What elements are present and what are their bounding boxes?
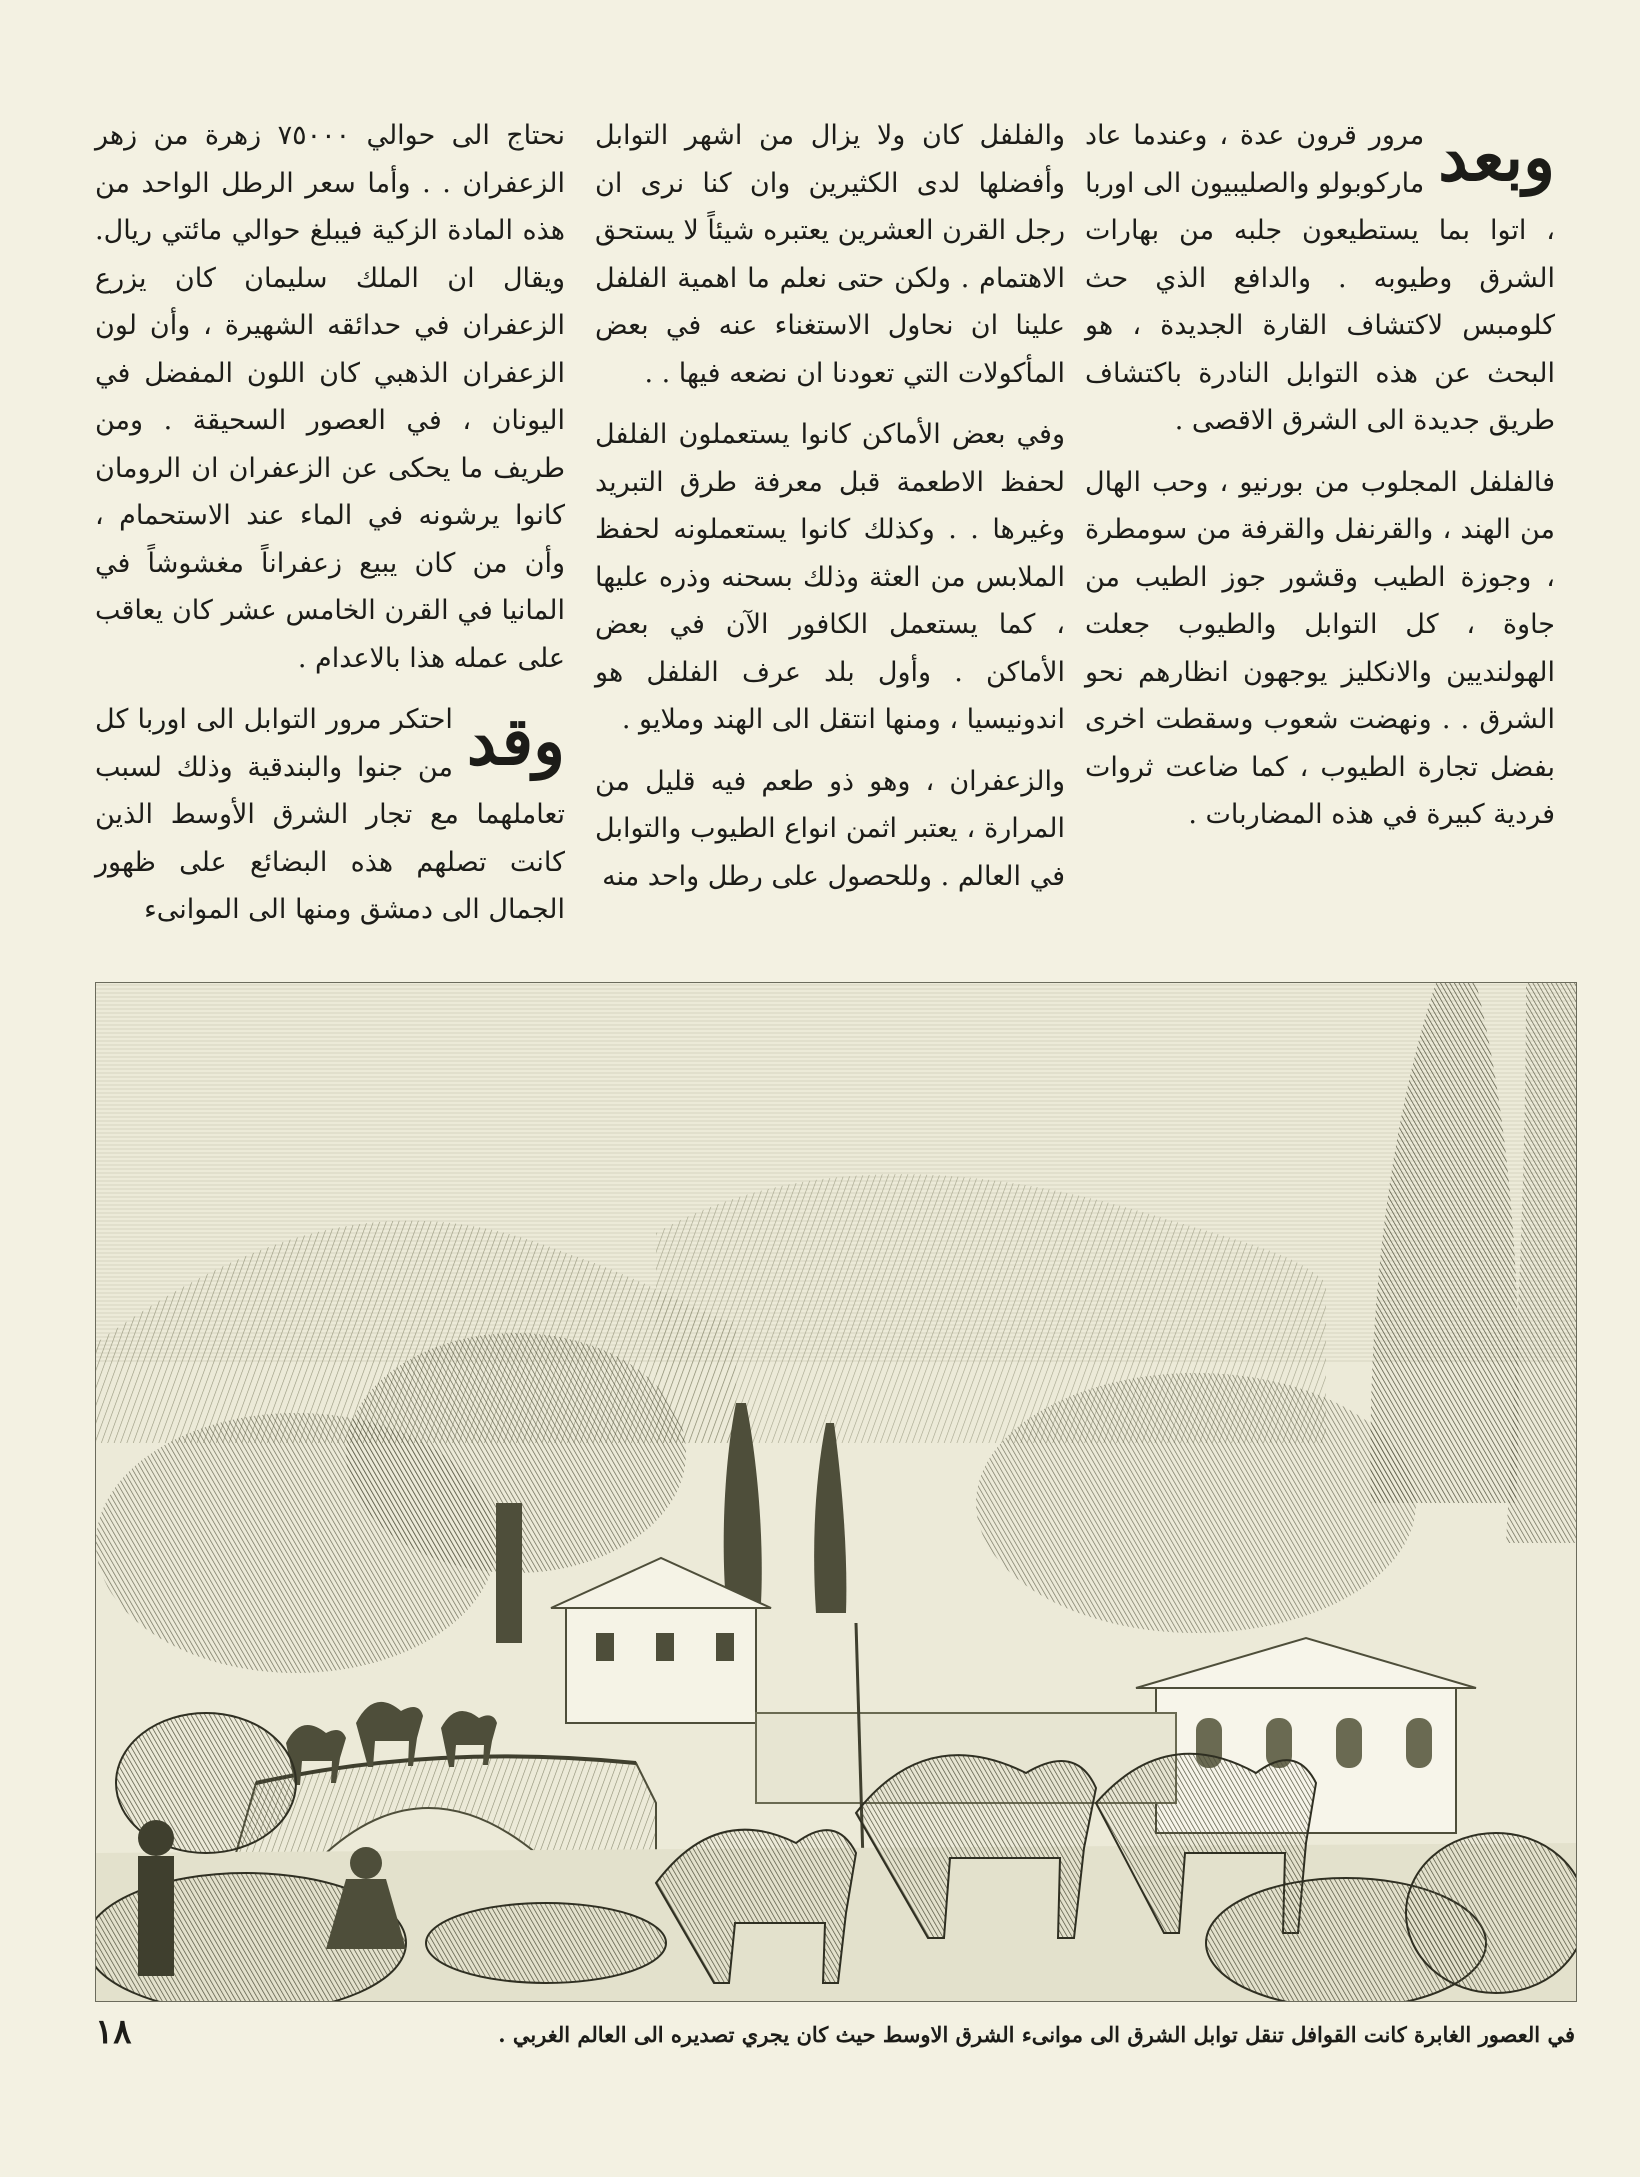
paragraph-text: احتكر مرور التوابل الى اوربا كل من جنوا والبندقية وذلك لسبب تعاملهما مع تجار الشرق الأوسط الذين كانت تصلهم هذه البضائع على ظهور الجمال الى دمشق ومنها الى الموانىء: [95, 704, 565, 925]
text-column-left: [95, 112, 565, 948]
text-column-right: [1085, 112, 1555, 853]
paragraph: وفي بعض الأماكن كانوا يستعملون الفلفل لحفظ الاطعمة قبل معرفة طرق التبريد وغيرها . . وكذلك كانوا يستعملونه لحفظ الملابس من العثة وذلك بسحنه وذره عليها ، كما يستعمل الكافور الآن في بعض الأماكن . وأول بلد عرف الفلفل هو اندونيسيا ، ومنها انتقل الى الهند وملايو .: [595, 419, 1065, 735]
paragraph: [95, 696, 565, 934]
standing-figure: [138, 1820, 174, 1976]
tree-right: [976, 1373, 1416, 1633]
page-number: ١٨: [95, 2012, 132, 2052]
paragraph: [1085, 112, 1555, 445]
dropcap-waqad: وقد: [466, 702, 565, 780]
caravan-engraving-illustration: [95, 982, 1577, 2002]
illustration-caption: في العصور الغابرة كانت القوافل تنقل توابل الشرق الى موانىء الشرق الاوسط حيث كان يجري تصديره الى العالم الغربي .: [498, 2022, 1575, 2047]
paragraph: فالفلفل المجلوب من بورنيو ، وحب الهال من الهند ، والقرنفل والقرفة من سومطرة ، وجوزة الطيب وقشور جوز الطيب من جاوة ، كل التوابل والطيوب جعلت الهولنديين والانكليز يوجهون انظارهم نحو الشرق . . ونهضت شعوب وسقطت اخرى بفضل تجارة الطيوب ، كما ضاعت ثروات فردية كبيرة في هذه المضاربات .: [1085, 466, 1555, 830]
dropcap-wabaad: وبعد: [1438, 118, 1555, 196]
text-column-middle: [595, 112, 1065, 914]
paragraph: والزعفران ، وهو ذو طعم فيه قليل من المرارة ، يعتبر اثمن انواع الطيوب والتوابل في العالم . وللحصول على رطل واحد منه: [595, 765, 1065, 892]
paragraph: والفلفل كان ولا يزال من اشهر التوابل وأفضلها لدى الكثيرين وان كنا نرى ان رجل القرن العشرين يعتبره شيئاً لا يستحق الاهتمام . ولكن حتى نعلم ما اهمية الفلفل علينا ان نحاول الاستغناء عنه في بعض المأكولات التي تعودنا ان نضعه فيها . .: [595, 120, 1065, 389]
engraving-svg: [96, 983, 1576, 2001]
paragraph: نحتاج الى حوالي ٧٥٠٠٠ زهرة من زهر الزعفران . . وأما سعر الرطل الواحد من هذه المادة الزكية فيبلغ حوالي مائتي ريال. ويقال ان الملك سليمان كان يزرع الزعفران في حدائقه الشهيرة ، وأن لون الزعفران الذهبي كان اللون المفضل في اليونان ، في العصور السحيقة . ومن طريف ما يحكى عن الزعفران ان الرومان كانوا يرشونه في الماء عند الاستحمام ، وأن من كان يبيع زعفراناً مغشوشاً في المانيا في القرن الخامس عشر كان يعاقب على عمله هذا بالاعدام .: [95, 120, 565, 674]
paragraph-text: مرور قرون عدة ، وعندما عاد ماركوبولو والصليبيون الى اوربا ، اتوا بما يستطيعون جلبه من بهارات الشرق وطيوبه . والدافع الذي حث كلومبس لاكتشاف القارة الجديدة ، هو البحث عن هذه التوابل النادرة باكتشاف طريق جديدة الى الشرق الاقصى .: [1085, 120, 1555, 436]
